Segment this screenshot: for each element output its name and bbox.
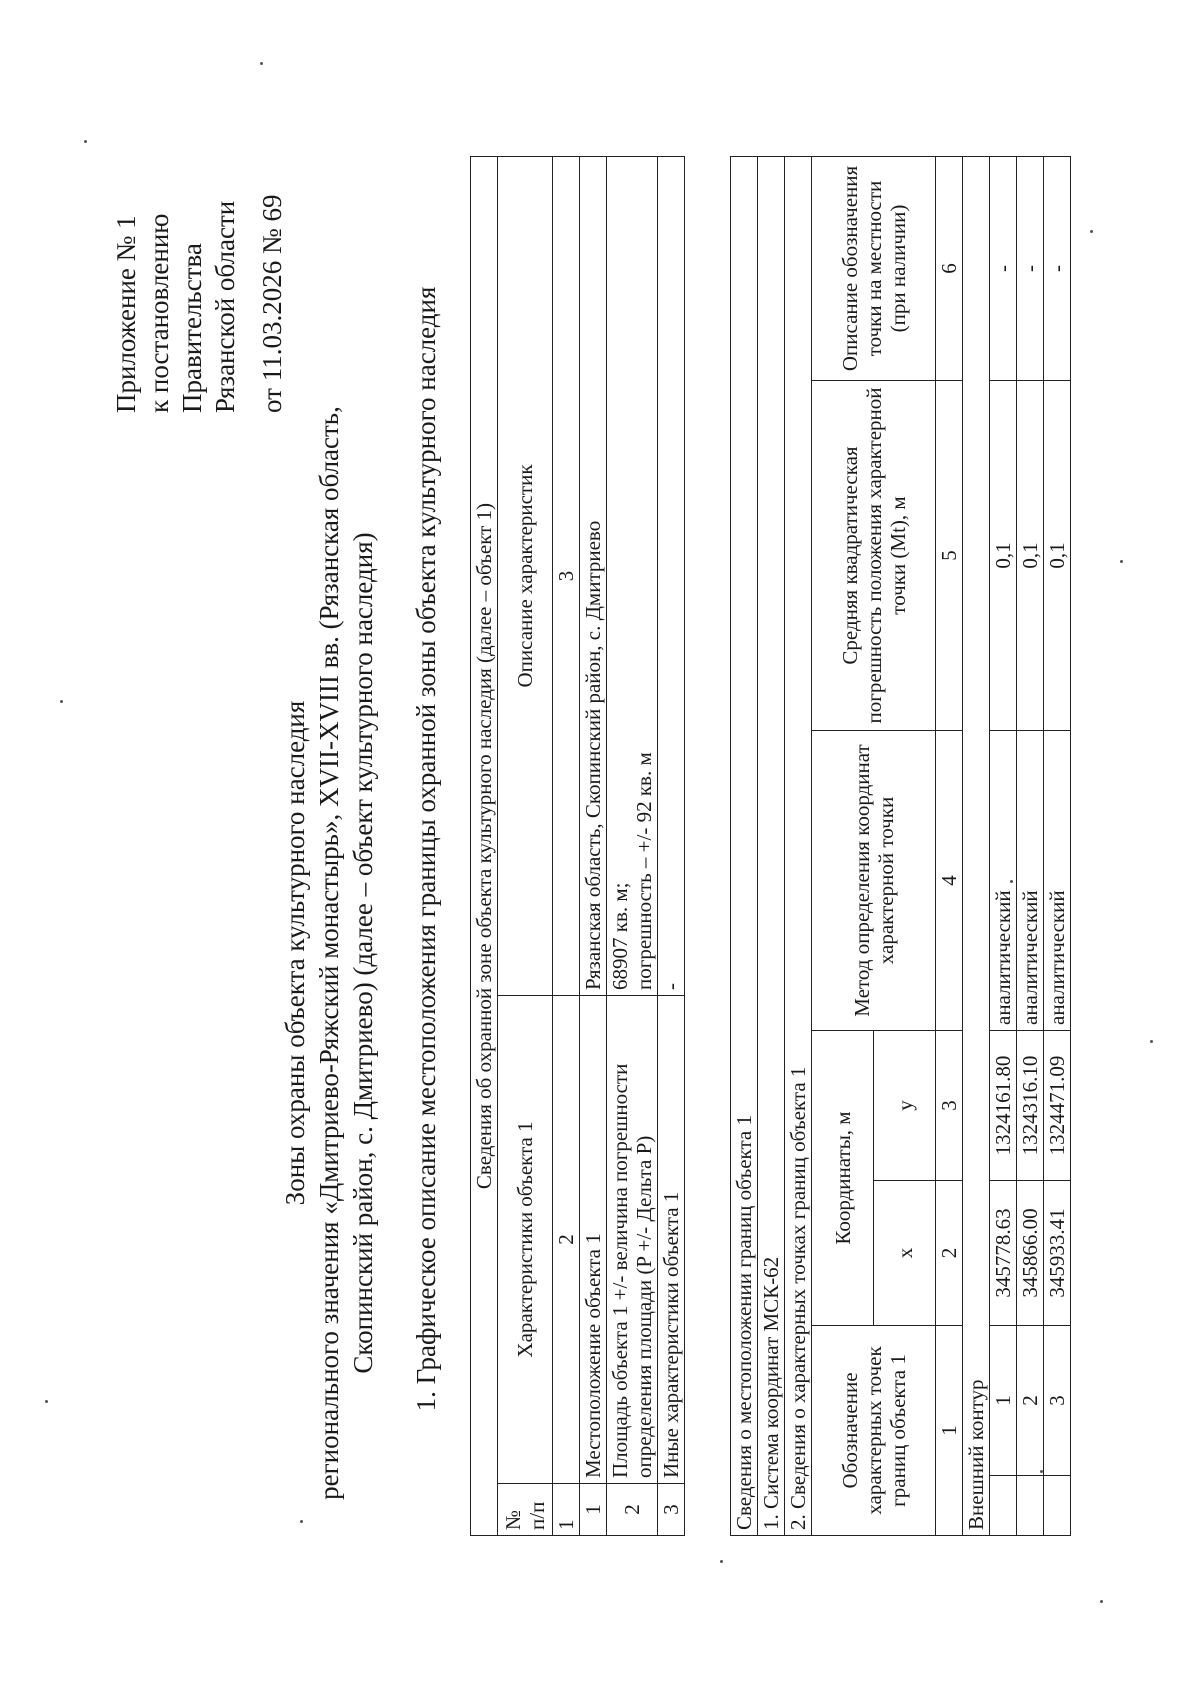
table1-header-number: № п/п	[498, 1484, 553, 1536]
point-x: 345778.63	[990, 1181, 1017, 1326]
header-coordinates: Координаты, м	[812, 1031, 874, 1326]
point-x: 345933.41	[1044, 1181, 1071, 1326]
title-line-1: Зоны охраны объекта культурного наследия	[280, 700, 310, 1206]
point-description: -	[1017, 157, 1044, 381]
scan-speck	[300, 1520, 303, 1523]
area-error: погрешность – +/- 92 кв. м	[632, 752, 656, 990]
boundary-points-table	[730, 156, 1071, 1536]
title-line-3: Скопинский район, с. Дмитриево) (далее – объект культурного наследия)	[348, 532, 378, 1374]
table2-colnum: 6	[936, 157, 963, 381]
scan-speck	[1040, 1470, 1043, 1473]
header-error: Средняя квадратическая погрешность положения характерной точки (Mt), м	[812, 381, 936, 731]
point-error: 0,1	[1044, 381, 1071, 731]
table1-colnum: 2	[553, 996, 580, 1484]
point-method: аналитический	[1044, 731, 1071, 1031]
row-characteristic: Местоположение объекта 1	[580, 996, 607, 1484]
scan-speck	[60, 700, 63, 703]
point-method: аналитический	[990, 731, 1017, 1031]
row-number: 1	[580, 1484, 607, 1536]
scan-speck	[1010, 880, 1013, 883]
table2-colnum: 5	[936, 381, 963, 731]
table-row	[1017, 157, 1044, 1536]
table-row	[658, 157, 685, 1536]
point-error: 0,1	[990, 381, 1017, 731]
point-error: 0,1	[1017, 381, 1044, 731]
row-value: -	[658, 157, 685, 996]
table-row	[607, 157, 658, 1536]
point-y: 1324161.80	[990, 1031, 1017, 1181]
appendix-header	[110, 53, 289, 413]
header-description: Описание обозначения точки на местности (при наличии)	[812, 157, 936, 381]
document-title	[278, 338, 380, 1568]
table1-header-description: Описание характеристик	[498, 157, 553, 996]
table1-caption: Сведения об охранной зоне объекта культурного наследия (далее – объект 1)	[471, 157, 498, 1536]
row-number: 3	[658, 1484, 685, 1536]
point-method: аналитический	[1017, 731, 1044, 1031]
row-characteristic: Иные характеристики объекта 1	[658, 996, 685, 1484]
point-y: 1324316.10	[1017, 1031, 1044, 1181]
scan-speck	[1100, 1600, 1103, 1603]
points-caption: 2. Сведения о характерных точках границ объекта 1	[785, 157, 812, 1536]
table-row	[580, 157, 607, 1536]
title-line-2: регионального значения «Дмитриево-Ряжский монастырь», XVII-XVIII вв. (Рязанская область,	[314, 406, 344, 1500]
scan-speck	[45, 1400, 48, 1403]
point-description: -	[990, 157, 1017, 381]
section-heading: 1. Графическое описание местоположения границы охранной зоны объекта культурного наследия	[411, 286, 441, 1412]
header-x: x	[874, 1181, 936, 1326]
point-y: 1324471.09	[1044, 1031, 1071, 1181]
scan-speck	[1090, 230, 1093, 233]
table-row	[1044, 157, 1071, 1536]
table2-colnum: 4	[936, 731, 963, 1031]
protection-zone-table	[470, 156, 685, 1536]
table-row	[990, 157, 1017, 1536]
table2-colnum: 3	[936, 1031, 963, 1181]
coordinate-system: 1. Система координат МСК-62	[758, 157, 785, 1536]
scan-speck	[720, 1560, 723, 1563]
point-number: 2	[1017, 1326, 1044, 1476]
point-number: 1	[990, 1326, 1017, 1476]
appendix-date: от 11.03.2026 № 69	[257, 194, 287, 413]
row-value	[607, 157, 658, 996]
scan-speck	[1150, 1040, 1153, 1043]
table2-colnum: 1	[936, 1326, 963, 1536]
row-value: Рязанская область, Скопинский район, с. Дмитриево	[580, 157, 607, 996]
header-y: y	[874, 1031, 936, 1181]
table1-header-characteristic: Характеристики объекта 1	[498, 996, 553, 1484]
point-x: 345866.00	[1017, 1181, 1044, 1326]
table1-colnum: 1	[553, 1484, 580, 1536]
point-description: -	[1044, 157, 1071, 381]
area-value: 68907 кв. м;	[608, 882, 632, 990]
scan-speck	[84, 140, 87, 143]
table2-caption: Сведения о местоположении границ объекта 1	[731, 157, 758, 1536]
scan-speck	[1120, 560, 1123, 563]
contour-label: Внешний контур	[963, 157, 990, 1536]
row-characteristic: Площадь объекта 1 +/- величина погрешности определения площади (P +/- Дельта P)	[607, 996, 658, 1484]
appendix-number: Приложение № 1	[111, 215, 141, 413]
header-method: Метод определения координат характерной точки	[812, 731, 936, 1031]
table2-colnum: 2	[936, 1181, 963, 1326]
point-number: 3	[1044, 1326, 1071, 1476]
header-designation: Обозначение характерных точек границ объекта 1	[812, 1326, 936, 1536]
appendix-region: Рязанской области	[210, 200, 240, 413]
scan-speck	[260, 62, 263, 65]
appendix-ref: к постановлению Правительства	[144, 213, 207, 413]
table1-colnum: 3	[553, 157, 580, 996]
row-number: 2	[607, 1484, 658, 1536]
